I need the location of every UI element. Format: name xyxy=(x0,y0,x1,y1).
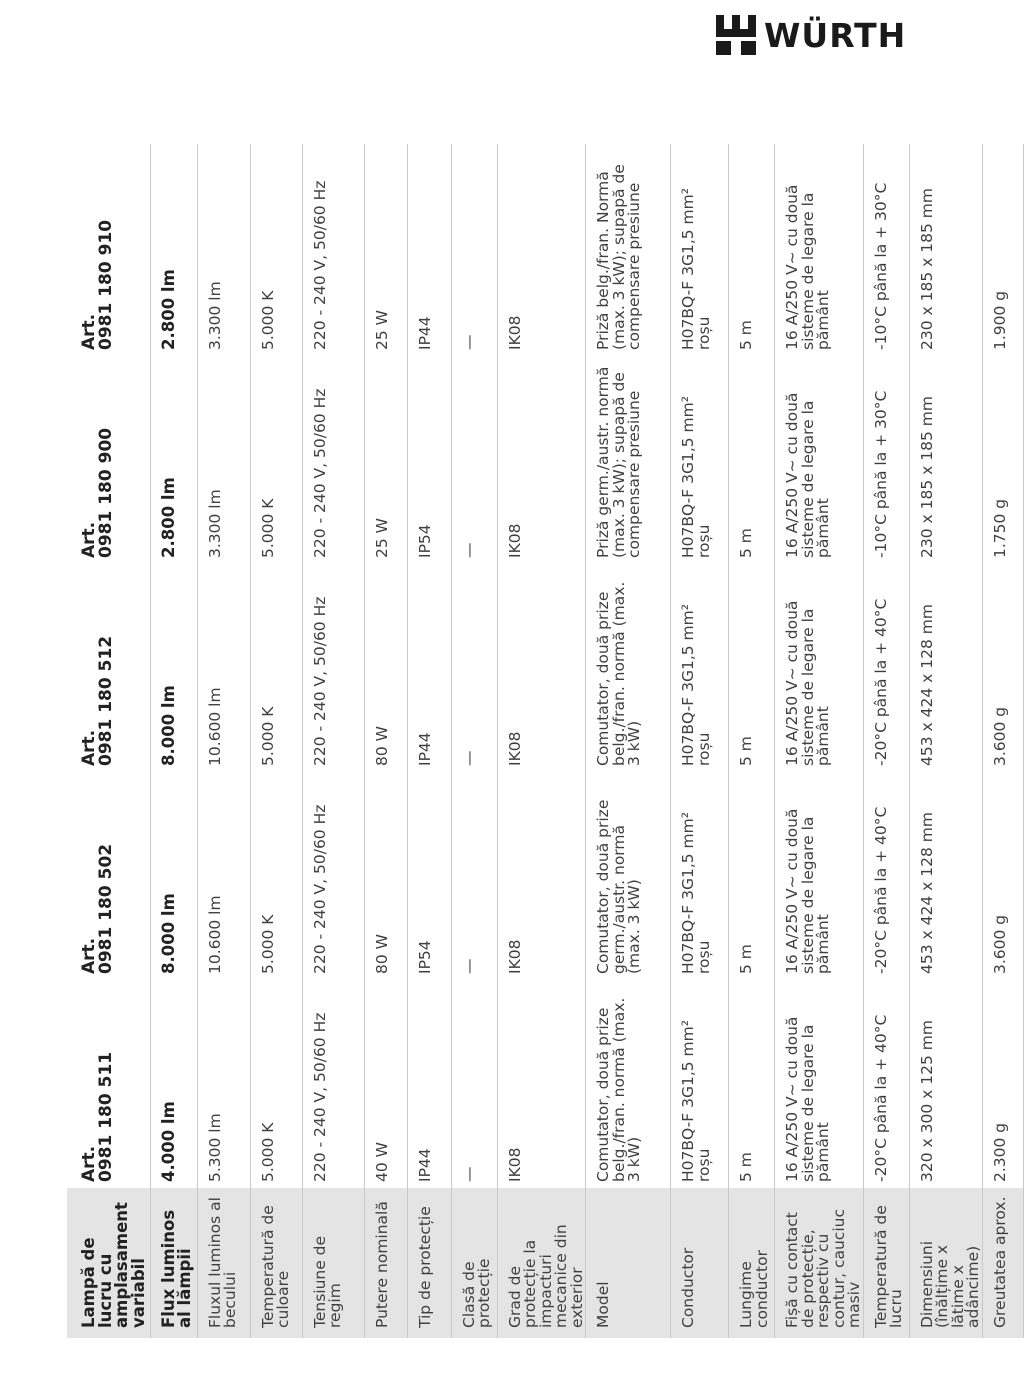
table-cell: 80 W xyxy=(364,772,407,980)
table-cell: — xyxy=(451,772,497,980)
table-cell: IP44 xyxy=(407,980,451,1188)
table-cell: 8.000 lm xyxy=(150,772,197,980)
column-art-label: Art. xyxy=(79,1145,99,1182)
table-cell: 5 m xyxy=(729,356,775,564)
table-cell: 3.300 lm xyxy=(197,356,250,564)
table-cell: H07BQ-F 3G1,5 mm² roșu xyxy=(671,980,729,1188)
table-cell: -10°C până la + 30°C xyxy=(863,144,909,356)
table-cell: Comutator, două prize belg./fran. normă (max. 3 kW) xyxy=(586,564,671,772)
table-cell: IP54 xyxy=(407,356,451,564)
table-row xyxy=(586,144,671,1338)
table-row xyxy=(729,144,775,1338)
table-cell: IP44 xyxy=(407,564,451,772)
table-cell: 230 x 185 x 185 mm xyxy=(909,144,982,356)
column-article-number: 0981 180 511 xyxy=(96,1051,116,1182)
spec-table xyxy=(67,144,1024,1338)
table-cell: IK08 xyxy=(497,564,586,772)
row-label: Flux luminos al lămpii xyxy=(150,1188,197,1338)
table-cell: -20°C până la + 40°C xyxy=(863,980,909,1188)
table-cell: 5.000 K xyxy=(250,356,302,564)
column-header xyxy=(67,356,150,564)
table-row xyxy=(671,144,729,1338)
table-row xyxy=(407,144,451,1338)
table-cell: 5.000 K xyxy=(250,144,302,356)
row-label: Temperatură de lucru xyxy=(863,1188,909,1338)
table-cell: -20°C până la + 40°C xyxy=(863,564,909,772)
table-cell: -10°C până la + 30°C xyxy=(863,356,909,564)
table-row xyxy=(497,144,586,1338)
table-row xyxy=(909,144,982,1338)
table-row xyxy=(302,144,364,1338)
table-row xyxy=(863,144,909,1338)
table-cell: H07BQ-F 3G1,5 mm² roșu xyxy=(671,356,729,564)
table-cell: Comutator, două prize germ./austr. normă (max. 3 kW) xyxy=(586,772,671,980)
table-cell: 453 x 424 x 128 mm xyxy=(909,564,982,772)
table-cell: 320 x 300 x 125 mm xyxy=(909,980,982,1188)
table-cell: IP44 xyxy=(407,144,451,356)
table-cell: 16 A/250 V~ cu două sisteme de legare la pământ xyxy=(775,144,864,356)
table-cell: Comutator, două prize belg./fran. normă (max. 3 kW) xyxy=(586,980,671,1188)
row-label: Tip de protecție xyxy=(407,1188,451,1338)
table-cell: H07BQ-F 3G1,5 mm² roșu xyxy=(671,144,729,356)
column-article-number: 0981 180 910 xyxy=(96,219,116,350)
column-art-label: Art. xyxy=(79,937,99,974)
table-cell: 16 A/250 V~ cu două sisteme de legare la pământ xyxy=(775,564,864,772)
row-label: Temperatură de culoare xyxy=(250,1188,302,1338)
table-cell: 5.000 K xyxy=(250,980,302,1188)
table-cell: 40 W xyxy=(364,980,407,1188)
column-article-number: 0981 180 900 xyxy=(96,427,116,558)
column-article-number: 0981 180 502 xyxy=(96,843,116,974)
table-cell: 3.300 lm xyxy=(197,144,250,356)
table-cell: IK08 xyxy=(497,356,586,564)
row-label: Conductor xyxy=(671,1188,729,1338)
table-cell: 2.300 g xyxy=(982,980,1023,1188)
table-cell: 220 - 240 V, 50/60 Hz xyxy=(302,144,364,356)
column-header xyxy=(67,564,150,772)
table-cell: 10.600 lm xyxy=(197,772,250,980)
table-cell: 230 x 185 x 185 mm xyxy=(909,356,982,564)
table-cell: Priză belg./fran. Normă (max. 3 kW); supapă de compensare presiune xyxy=(586,144,671,356)
table-cell: 2.800 lm xyxy=(150,356,197,564)
table-header-row xyxy=(67,144,150,1338)
row-label: Model xyxy=(586,1188,671,1338)
column-art-label: Art. xyxy=(79,521,99,558)
table-cell: 3.600 g xyxy=(982,564,1023,772)
wurth-logo-icon xyxy=(716,15,756,55)
spec-table-rotated xyxy=(67,144,1009,1338)
row-label: Clasă de protecție xyxy=(451,1188,497,1338)
table-cell: 25 W xyxy=(364,144,407,356)
table-cell: — xyxy=(451,980,497,1188)
table-cell: Priză germ./austr. normă (max. 3 kW); supapă de compensare presiune xyxy=(586,356,671,564)
table-row xyxy=(250,144,302,1338)
table-row xyxy=(364,144,407,1338)
table-cell: — xyxy=(451,356,497,564)
table-cell: 5.300 lm xyxy=(197,980,250,1188)
table-cell: 3.600 g xyxy=(982,772,1023,980)
table-cell: IK08 xyxy=(497,144,586,356)
table-cell: 220 - 240 V, 50/60 Hz xyxy=(302,564,364,772)
table-cell: 5 m xyxy=(729,564,775,772)
table-cell: 220 - 240 V, 50/60 Hz xyxy=(302,980,364,1188)
table-cell: 220 - 240 V, 50/60 Hz xyxy=(302,772,364,980)
table-cell: 1.900 g xyxy=(982,144,1023,356)
table-cell: IP54 xyxy=(407,772,451,980)
row-label: Greutatea aprox. xyxy=(982,1188,1023,1338)
column-header xyxy=(67,144,150,356)
table-row xyxy=(775,144,864,1338)
column-header xyxy=(67,772,150,980)
table-row xyxy=(451,144,497,1338)
column-article-number: 0981 180 512 xyxy=(96,635,116,766)
brand-name: WÜRTH xyxy=(764,15,907,55)
table-cell: 5 m xyxy=(729,980,775,1188)
table-row xyxy=(150,144,197,1338)
table-cell: -20°C până la + 40°C xyxy=(863,772,909,980)
table-cell: IK08 xyxy=(497,980,586,1188)
row-label: Grad de protecție la impacturi mecanice din exterior xyxy=(497,1188,586,1338)
table-cell: 8.000 lm xyxy=(150,564,197,772)
table-row xyxy=(982,144,1023,1338)
table-cell: H07BQ-F 3G1,5 mm² roșu xyxy=(671,564,729,772)
table-cell: 220 - 240 V, 50/60 Hz xyxy=(302,356,364,564)
table-cell: 4.000 lm xyxy=(150,980,197,1188)
table-cell: 80 W xyxy=(364,564,407,772)
table-cell: 5 m xyxy=(729,144,775,356)
column-art-label: Art. xyxy=(79,729,99,766)
table-row xyxy=(197,144,250,1338)
wurth-logo xyxy=(716,14,912,56)
row-label: Putere nominală xyxy=(364,1188,407,1338)
table-cell: 16 A/250 V~ cu două sisteme de legare la pământ xyxy=(775,980,864,1188)
table-cell: 2.800 lm xyxy=(150,144,197,356)
table-cell: IK08 xyxy=(497,772,586,980)
table-cell: 16 A/250 V~ cu două sisteme de legare la pământ xyxy=(775,772,864,980)
table-cell: 5 m xyxy=(729,772,775,980)
table-cell: — xyxy=(451,564,497,772)
table-cell: — xyxy=(451,144,497,356)
column-art-label: Art. xyxy=(79,313,99,350)
row-label: Fluxul luminos al becului xyxy=(197,1188,250,1338)
table-cell: H07BQ-F 3G1,5 mm² roșu xyxy=(671,772,729,980)
row-label: Tensiune de regim xyxy=(302,1188,364,1338)
row-label: Lungime conductor xyxy=(729,1188,775,1338)
table-cell: 5.000 K xyxy=(250,564,302,772)
row-label: Dimensiuni (înălțime x lățime x adâncime) xyxy=(909,1188,982,1338)
table-title: Lampă de lucru cu amplasament variabil xyxy=(67,1188,150,1338)
column-header xyxy=(67,980,150,1188)
row-label: Fișă cu contact de protecție, respectiv cu contur, cauciuc masiv xyxy=(775,1188,864,1338)
table-cell: 16 A/250 V~ cu două sisteme de legare la pământ xyxy=(775,356,864,564)
table-cell: 453 x 424 x 128 mm xyxy=(909,772,982,980)
table-cell: 5.000 K xyxy=(250,772,302,980)
table-cell: 1.750 g xyxy=(982,356,1023,564)
table-cell: 10.600 lm xyxy=(197,564,250,772)
table-cell: 25 W xyxy=(364,356,407,564)
